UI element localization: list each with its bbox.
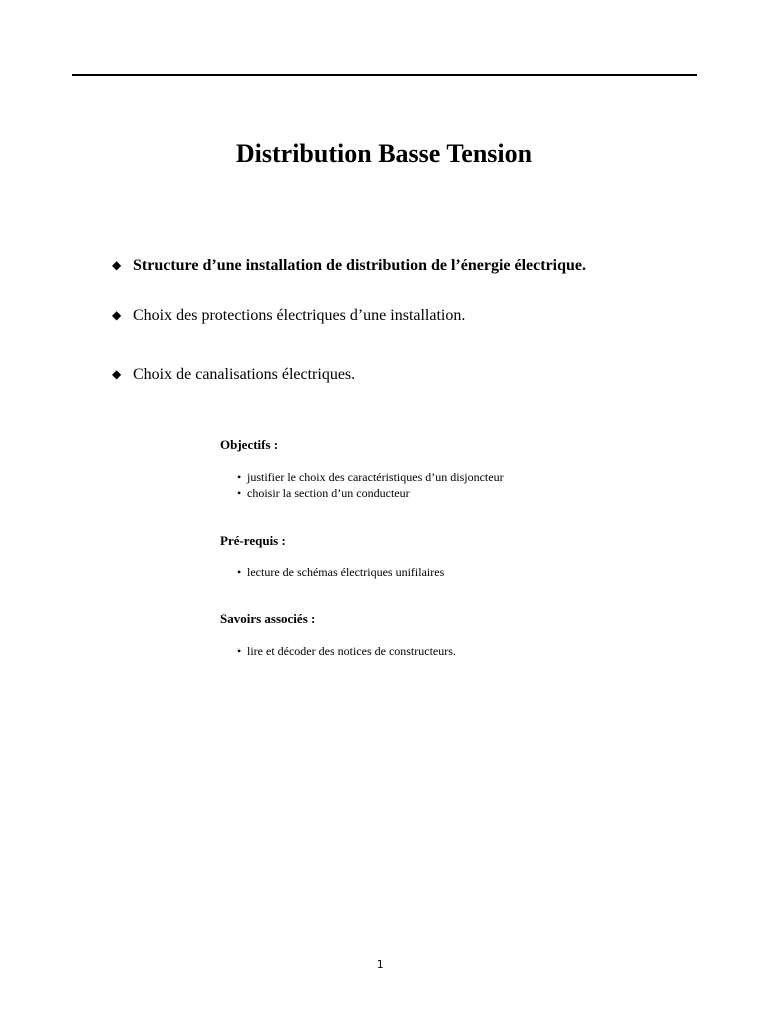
list-item (237, 485, 504, 501)
objectifs-list (220, 469, 504, 501)
objectifs-heading: Objectifs : (220, 437, 279, 452)
bullet-icon: • (237, 486, 242, 500)
list-item (237, 469, 504, 485)
bullet-icon: • (237, 470, 242, 484)
savoirs-section (220, 611, 456, 659)
list-item-text: lecture de schémas électriques unifilaires (247, 565, 445, 579)
topic-item (112, 255, 586, 276)
page-number: 1 (376, 958, 384, 971)
topic-item (112, 305, 465, 326)
diamond-bullet-icon: ◆ (112, 367, 122, 381)
diamond-bullet-icon: ◆ (112, 308, 122, 322)
prerequis-section (220, 533, 444, 580)
list-item (237, 643, 456, 659)
list-item-text: choisir la section d’un conducteur (247, 486, 410, 500)
bullet-icon: • (237, 565, 242, 579)
topic-text: Structure d’une installation de distribution de l’énergie électrique. (133, 257, 587, 274)
list-item-text: lire et décoder des notices de constructeurs. (247, 644, 456, 658)
topic-text: Choix de canalisations électriques. (133, 366, 356, 383)
savoirs-heading: Savoirs associés : (220, 611, 316, 626)
bullet-icon: • (237, 644, 242, 658)
page-title: Distribution Basse Tension (235, 139, 533, 168)
topic-item (112, 364, 355, 385)
list-item (237, 564, 444, 580)
savoirs-list (220, 643, 456, 659)
diamond-bullet-icon: ◆ (112, 258, 122, 272)
objectifs-section (220, 437, 504, 501)
prerequis-heading: Pré-requis : (220, 533, 286, 548)
list-item-text: justifier le choix des caractéristiques d’un disjoncteur (247, 470, 504, 484)
topic-text: Choix des protections électriques d’une installation. (133, 307, 466, 324)
header-rule (72, 74, 697, 76)
prerequis-list (220, 564, 444, 580)
